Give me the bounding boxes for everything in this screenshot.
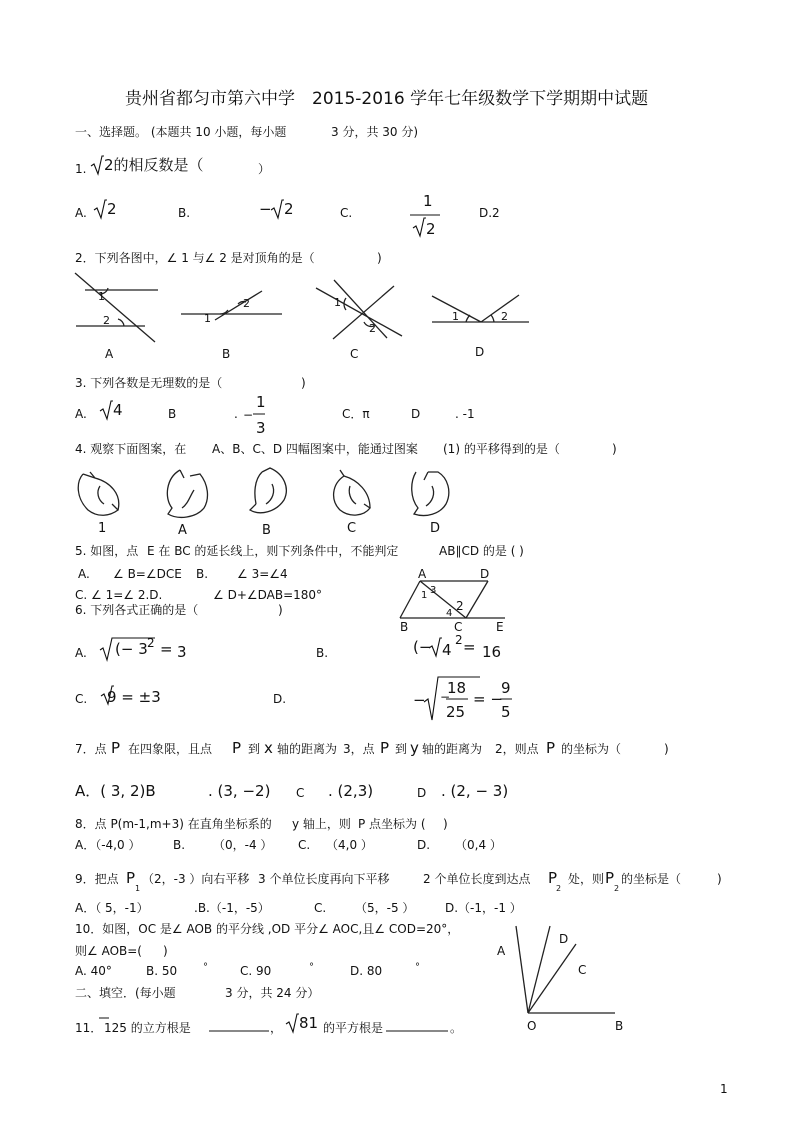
figure-2a-caption: A bbox=[105, 347, 114, 361]
q1-stem-end: ） bbox=[258, 162, 271, 176]
q6-option-d-minus-inner: − bbox=[440, 690, 451, 704]
q6-option-a-value: 3 bbox=[177, 643, 187, 661]
q9-part: P bbox=[548, 869, 558, 887]
q9-option-c: C. bbox=[314, 901, 327, 915]
q9-part: P bbox=[605, 869, 615, 887]
q9-part: 处，则 bbox=[568, 872, 605, 886]
page-number: 1 bbox=[720, 1082, 728, 1096]
q6-option-a-exponent: 2 bbox=[147, 636, 155, 650]
q3-option-b: B bbox=[168, 407, 177, 421]
question-4-stem: 4. 观察下面图案，在 bbox=[75, 442, 187, 456]
q7-option-b: . (3, −2) bbox=[208, 782, 271, 800]
q10-option-c-degree: ° bbox=[309, 962, 314, 973]
section-2-heading-points: 3 分，共 24 分） bbox=[225, 986, 320, 1000]
q6-option-d-denominator: 25 bbox=[446, 703, 466, 721]
q8-option-b: B. bbox=[173, 838, 186, 852]
q8-option-a: A．（-4,0 ） bbox=[75, 838, 141, 852]
q5-option-d: ∠ D+∠DAB=180° bbox=[213, 588, 323, 602]
q6-option-b-exponent: 2 bbox=[455, 633, 463, 647]
figure-4-c-caption: C bbox=[347, 521, 357, 536]
figure-5-angle-3: 3 bbox=[430, 585, 437, 596]
q1-number: 1. bbox=[75, 162, 87, 176]
q7-part: 在四象限，且点 bbox=[128, 742, 213, 756]
figure-2c-caption: C bbox=[350, 347, 359, 361]
q6-option-d-numerator-2: 9 bbox=[501, 679, 511, 697]
q7-part: 的坐标为（ bbox=[561, 742, 622, 756]
q3-option-a-value: 4 bbox=[113, 401, 123, 419]
q6-option-d-denominator-2: 5 bbox=[501, 703, 511, 721]
q6-option-d: D. bbox=[273, 692, 287, 706]
q6-option-b: B. bbox=[316, 646, 329, 660]
question-11-part-2: 的平方根是 bbox=[323, 1021, 384, 1035]
question-6-stem: 6. 下列各式正确的是（ bbox=[75, 603, 199, 617]
figure-2d-label-2: 2 bbox=[501, 310, 508, 323]
q9-part: 9．把点 bbox=[75, 872, 119, 886]
q6-option-c-expression: 9 = ±3 bbox=[107, 688, 161, 706]
q3-option-a: A. bbox=[75, 407, 87, 421]
q6-option-a-expression: (− 3 bbox=[115, 640, 148, 658]
q3-option-b-denominator: 3 bbox=[256, 419, 266, 437]
q9-part: （2，-3 ）向右平移 bbox=[142, 872, 250, 886]
figure-5-angle-4: 4 bbox=[446, 608, 453, 619]
question-2-stem: 2．下列各图中，∠ 1 与∠ 2 是对顶角的是（ bbox=[75, 251, 315, 265]
figure-2c bbox=[316, 280, 402, 361]
sqrt-sign bbox=[270, 198, 284, 218]
q9-subscript: 1 bbox=[135, 884, 141, 893]
sqrt-sign bbox=[93, 198, 107, 218]
figure-2c-label-2: 2 bbox=[369, 322, 376, 335]
sqrt-sign bbox=[428, 636, 442, 656]
figure-2a bbox=[75, 273, 158, 361]
q5-option-b-value: ∠ 3=∠4 bbox=[237, 567, 288, 581]
q5-option-a: A. bbox=[78, 567, 90, 581]
q7-part: 2，则点 bbox=[495, 742, 539, 756]
q9-part: ) bbox=[717, 872, 722, 886]
q7-part: 3，点 bbox=[343, 742, 375, 756]
fraction-bar bbox=[446, 698, 468, 700]
figure-10-ray-b: B bbox=[615, 1019, 624, 1033]
q9-option-c-value: （5，-5 ） bbox=[355, 901, 415, 915]
q3-option-b-numerator: 1 bbox=[256, 393, 266, 411]
q1-option-c-denominator: 2 bbox=[426, 220, 436, 238]
q1-option-a: A. bbox=[75, 206, 87, 220]
q10-option-d: D. 80 bbox=[350, 964, 383, 978]
question-11-radicand: 81 bbox=[299, 1014, 319, 1032]
q5-option-a-value: ∠ B=∠DCE bbox=[113, 567, 182, 581]
q6-option-c: C. bbox=[75, 692, 88, 706]
q9-part: 的坐标是（ bbox=[621, 872, 682, 886]
q9-option-a: A．（ 5，-1） bbox=[75, 901, 149, 915]
figure-4-1-caption: 1 bbox=[98, 521, 107, 536]
page-title: 贵州省都匀市第六中学 2015-2016 学年七年级数学下学期期中试题 bbox=[125, 89, 649, 109]
figure-2a-label-1: 1 bbox=[98, 290, 105, 303]
answer-blank[interactable] bbox=[386, 1030, 448, 1032]
q3-option-b-minus: − bbox=[243, 408, 254, 422]
question-6-stem-end: ) bbox=[278, 603, 283, 617]
q7-part: 到 bbox=[395, 742, 408, 756]
q1-option-b-value: 2 bbox=[284, 200, 294, 218]
q5-option-c: C. ∠ 1=∠ 2.D. bbox=[75, 588, 163, 602]
sqrt-sign bbox=[99, 636, 115, 660]
figure-5-point-c: C bbox=[454, 620, 463, 634]
q1-option-b-minus: − bbox=[259, 200, 272, 218]
figure-5-angle-1: 1 bbox=[421, 590, 428, 601]
q6-option-b-radicand: 4 bbox=[442, 641, 452, 659]
question-10-stem-end: ) bbox=[163, 944, 168, 958]
figure-2d-label-1: 1 bbox=[452, 310, 459, 323]
sqrt-sign bbox=[412, 216, 426, 236]
sqrt-bar bbox=[440, 676, 480, 678]
q9-part: 3 个单位长度再向下平移 bbox=[258, 872, 390, 886]
q1-option-b: B. bbox=[178, 206, 191, 220]
figure-2b bbox=[181, 291, 282, 361]
q1-stem: 2的相反数是（ bbox=[104, 156, 204, 174]
q9-subscript: 2 bbox=[614, 884, 620, 893]
question-3-stem: 3. 下列各数是无理数的是（ bbox=[75, 376, 223, 390]
q9-part: P bbox=[126, 869, 136, 887]
figure-10-vertex-o: O bbox=[527, 1019, 537, 1033]
section-2-heading: 二、填空．(每小题 bbox=[75, 986, 176, 1000]
figure-2a-label-2: 2 bbox=[103, 314, 110, 327]
question-5-stem: 5. 如图，点 bbox=[75, 544, 139, 558]
q8-option-d-value: （0,4 ） bbox=[455, 838, 502, 852]
figure-4-b-caption: B bbox=[262, 523, 271, 538]
figure-4-a bbox=[167, 470, 207, 538]
figure-2d bbox=[432, 295, 529, 359]
figure-2b-label-2: 2 bbox=[243, 297, 250, 310]
q8-option-c: C. bbox=[298, 838, 311, 852]
q8-option-b-value: （0，-4 ） bbox=[213, 838, 273, 852]
q9-option-b: .B.（-1，-5） bbox=[194, 901, 270, 915]
q3-option-c: C．π bbox=[342, 407, 370, 421]
q7-part: y bbox=[410, 739, 419, 757]
q7-option-c: C bbox=[296, 786, 305, 800]
q7-part: P bbox=[546, 739, 556, 757]
question-8-stem: 8．点 P(m-1,m+3) 在直角坐标系的 bbox=[75, 817, 272, 831]
question-8-stem-2: y 轴上，则 bbox=[292, 817, 351, 831]
figure-2d-caption: D bbox=[475, 345, 485, 359]
question-4-stem-end: ) bbox=[612, 442, 617, 456]
q3-option-d-value: . -1 bbox=[455, 407, 475, 421]
q7-option-c-value: . (2,3) bbox=[328, 782, 374, 800]
figure-4-d bbox=[412, 472, 449, 536]
q7-part: 轴的距离为 bbox=[422, 742, 483, 756]
q7-option-a: A．( 3, 2)B bbox=[75, 782, 156, 800]
q6-option-a-equals: = bbox=[160, 640, 173, 658]
q10-option-d-degree: ° bbox=[415, 962, 420, 973]
figure-5-point-b: B bbox=[400, 620, 409, 634]
q9-part: 2 个单位长度到达点 bbox=[423, 872, 531, 886]
question-4-figures bbox=[0, 464, 800, 544]
fraction-bar bbox=[500, 698, 512, 700]
question-11-part-1: 125 的立方根是 bbox=[104, 1021, 191, 1035]
question-11-number: 11． bbox=[75, 1021, 103, 1035]
question-2-figures bbox=[0, 266, 800, 376]
section-1-heading-points: 3 分，共 30 分) bbox=[331, 125, 419, 139]
q6-option-d-numerator: 18 bbox=[447, 679, 467, 697]
question-8-stem-3: P 点坐标为 ( bbox=[358, 817, 426, 831]
q7-part: ) bbox=[664, 742, 669, 756]
question-10-stem-2: 则∠ AOB=( bbox=[75, 944, 142, 958]
figure-4-a-caption: A bbox=[178, 523, 187, 538]
q7-option-d-value: . (2, − 3) bbox=[441, 782, 509, 800]
q8-option-d: D. bbox=[417, 838, 431, 852]
question-5-figure bbox=[398, 566, 538, 636]
sqrt-sign bbox=[99, 399, 113, 419]
q1-option-a-value: 2 bbox=[107, 200, 117, 218]
q7-option-d: D bbox=[417, 786, 427, 800]
figure-4-c bbox=[334, 470, 370, 536]
q3-option-d: D bbox=[411, 407, 421, 421]
q6-option-d-equals: = − bbox=[473, 690, 503, 708]
figure-2b-caption: B bbox=[222, 347, 231, 361]
q3-option-b-dot: . bbox=[234, 407, 238, 421]
figure-4-1 bbox=[78, 472, 119, 536]
figure-5-point-e: E bbox=[496, 620, 504, 634]
q1-option-c: C. bbox=[340, 206, 353, 220]
q6-option-a: A. bbox=[75, 646, 87, 660]
q1-option-d: D.2 bbox=[479, 206, 500, 220]
question-8-stem-end: ) bbox=[443, 817, 448, 831]
q7-part: x bbox=[264, 739, 273, 757]
q6-option-d-minus: − bbox=[413, 691, 426, 709]
question-10-figure bbox=[490, 922, 630, 1032]
question-4-stem-3: (1) 的平移得到的是（ bbox=[443, 442, 560, 456]
question-4-stem-2: A、B、C、D 四幅图案中，能通过图案 bbox=[212, 442, 418, 456]
figure-10-ray-d: D bbox=[559, 932, 569, 946]
figure-2b-label-1: 1 bbox=[204, 312, 211, 325]
q9-option-d: D.（-1，-1 ） bbox=[445, 901, 522, 915]
fraction-bar bbox=[253, 413, 265, 415]
q6-option-b-equals: = bbox=[463, 638, 476, 656]
q10-option-a: A. 40° bbox=[75, 964, 112, 978]
q7-part: P bbox=[380, 739, 390, 757]
question-10-stem: 10．如图，OC 是∠ AOB 的平分线 ,OD 平分∠ AOC,且∠ COD=20°， bbox=[75, 922, 460, 936]
q9-subscript: 2 bbox=[556, 884, 562, 893]
figure-5-point-a: A bbox=[418, 567, 427, 581]
q10-option-c: C. 90 bbox=[240, 964, 272, 978]
q7-part: P bbox=[111, 739, 121, 757]
q7-part: 7．点 bbox=[75, 742, 107, 756]
figure-5-point-d: D bbox=[480, 567, 490, 581]
sqrt-sign bbox=[285, 1012, 299, 1032]
question-5-stem-2: E 在 BC 的延长线上，则下列条件中，不能判定 bbox=[147, 544, 399, 558]
q6-option-b-expression: (− bbox=[413, 638, 432, 656]
question-3-stem-end: ) bbox=[301, 376, 306, 390]
q1-option-c-numerator: 1 bbox=[423, 192, 433, 210]
section-1-heading: 一、选择题。 (本题共 10 小题，每小题 bbox=[75, 125, 287, 139]
question-5-stem-3: AB∥CD 的是 ( ) bbox=[439, 544, 524, 558]
question-2-stem-end: ) bbox=[377, 251, 382, 265]
q7-part: P bbox=[232, 739, 242, 757]
figure-10-ray-c: C bbox=[578, 963, 587, 977]
figure-2c-label-1: 1 bbox=[334, 296, 341, 309]
answer-blank[interactable] bbox=[209, 1030, 269, 1032]
q10-option-b-degree: ° bbox=[203, 962, 208, 973]
q6-option-b-value: 16 bbox=[482, 643, 502, 661]
q7-part: 轴的距离为 bbox=[277, 742, 338, 756]
sqrt-sign bbox=[90, 154, 104, 174]
q7-part: 到 bbox=[248, 742, 261, 756]
figure-5-angle-2: 2 bbox=[456, 599, 464, 613]
q10-option-b: B. 50 bbox=[146, 964, 178, 978]
sqrt-sign bbox=[423, 676, 441, 720]
question-11-end: 。 bbox=[450, 1021, 463, 1035]
figure-4-d-caption: D bbox=[430, 521, 441, 536]
q8-option-c-value: （4,0 ） bbox=[326, 838, 373, 852]
q5-option-b: B. bbox=[196, 567, 209, 581]
figure-4-b bbox=[250, 468, 286, 538]
question-11-comma: ， bbox=[270, 1021, 283, 1035]
figure-10-ray-a: A bbox=[497, 944, 506, 958]
